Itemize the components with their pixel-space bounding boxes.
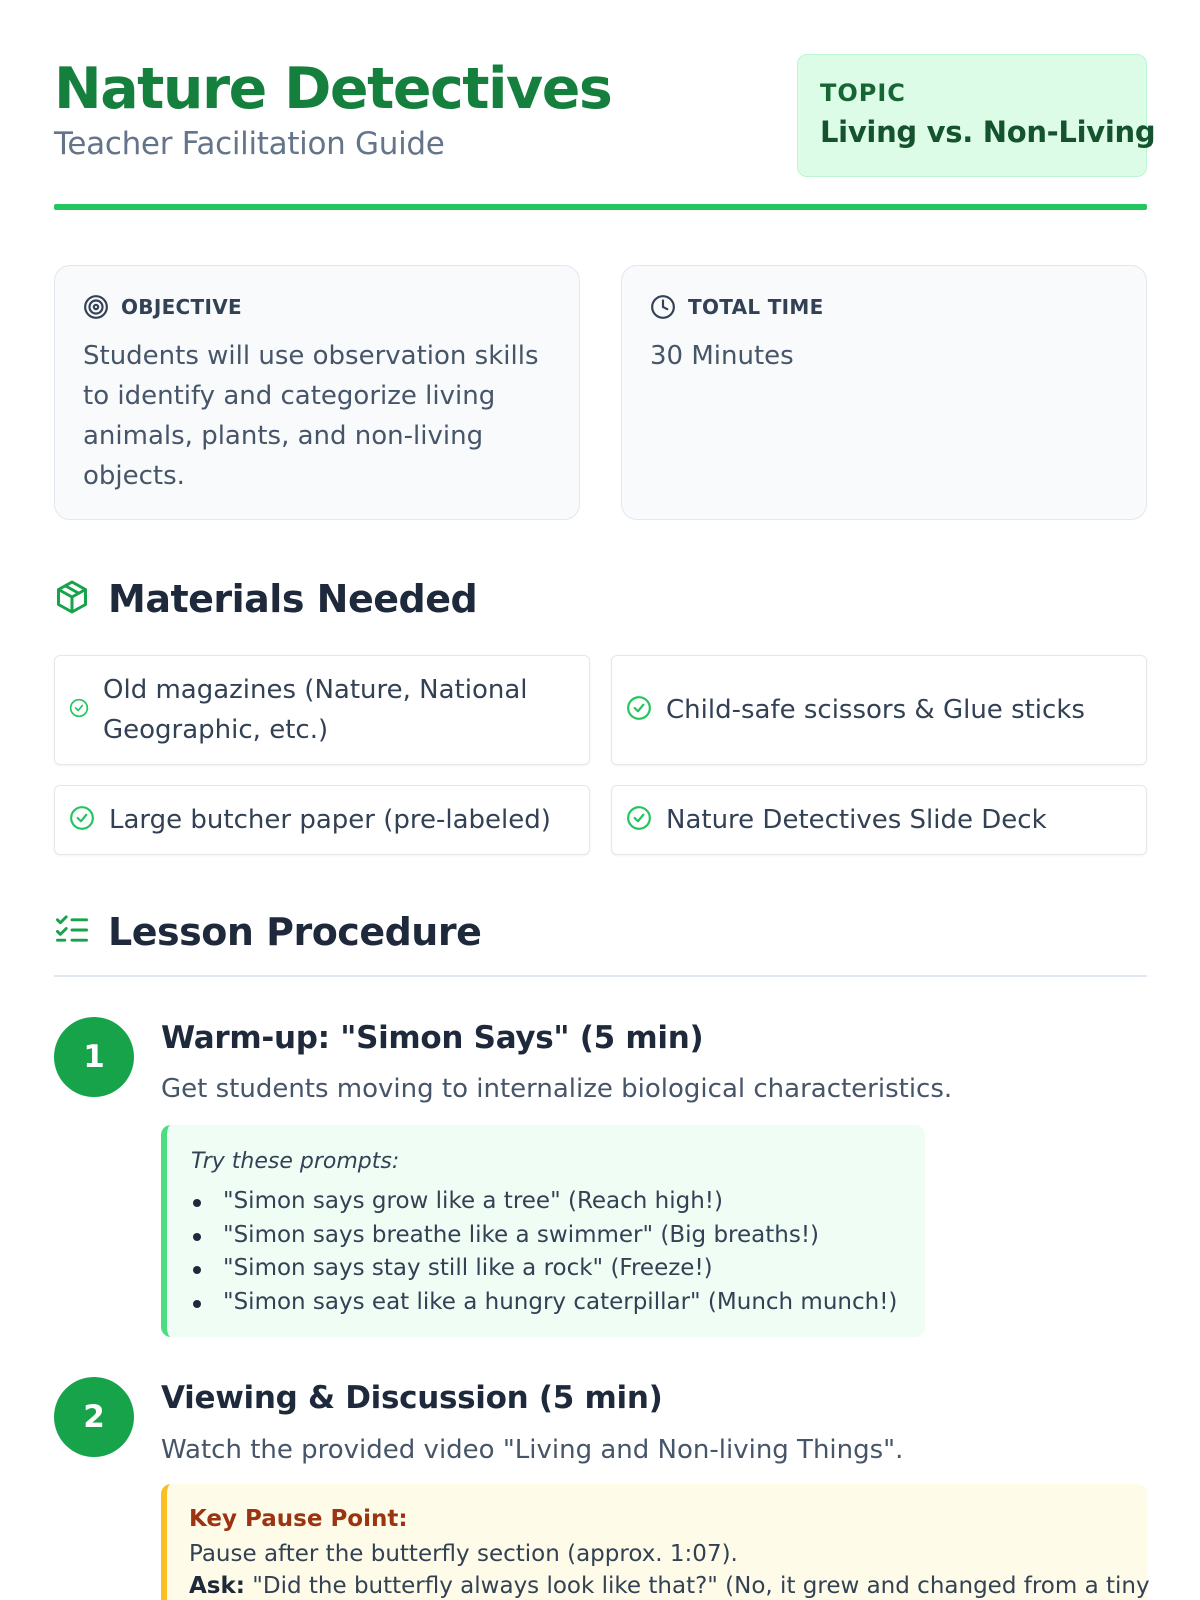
target-icon [83, 294, 109, 320]
objective-text: Students will use observation skills to identify and categorize living animals, plants, and non-living objects. [83, 341, 539, 491]
prompt-item: "Simon says eat like a hungry caterpillar" (Munch munch!) [191, 1286, 897, 1320]
page-title: Nature Detectives [54, 56, 612, 122]
total-time-card [621, 265, 1147, 520]
header-divider [54, 204, 1147, 210]
materials-title: Materials Needed [108, 577, 478, 621]
step-description: Get students moving to internalize biological characteristics. [161, 1074, 953, 1104]
topic-badge [797, 54, 1156, 177]
prompts-box [161, 1125, 925, 1337]
pause-title: Key Pause Point: [189, 1506, 408, 1532]
check-circle-icon [69, 805, 95, 835]
prompt-item: "Simon says grow like a tree" (Reach high!) [191, 1185, 897, 1219]
step-number-badge: 1 [54, 1017, 134, 1097]
pause-text: Pause after the butterfly section (approx. 1:07). [189, 1541, 738, 1567]
check-circle-icon [626, 805, 652, 835]
step-title: Viewing & Discussion (5 min) [161, 1380, 663, 1416]
total-time-label: TOTAL TIME [688, 295, 824, 319]
check-circle-icon [69, 698, 89, 722]
guide-page [54, 0, 1156, 1600]
page-subtitle: Teacher Facilitation Guide [54, 126, 445, 162]
ask-line [189, 1573, 1150, 1599]
material-item [54, 785, 590, 855]
objective-card [54, 265, 580, 520]
prompt-item: "Simon says stay still like a rock" (Freeze!) [191, 1252, 897, 1286]
step-title: Warm-up: "Simon Says" (5 min) [161, 1020, 704, 1056]
prompt-item: "Simon says breathe like a swimmer" (Big breaths!) [191, 1219, 897, 1253]
material-item [54, 655, 590, 765]
material-label: Child-safe scissors & Glue sticks [666, 695, 1085, 725]
procedure-title: Lesson Procedure [108, 910, 482, 954]
procedure-divider [54, 975, 1147, 977]
ask-text: "Did the butterfly always look like that?" (No, it grew and changed from a tiny [252, 1573, 1150, 1599]
materials-heading [54, 577, 477, 621]
material-item [611, 655, 1147, 765]
prompts-list [191, 1185, 897, 1319]
material-label: Large butcher paper (pre-labeled) [109, 805, 551, 835]
total-time-value: 30 Minutes [650, 341, 794, 371]
checklist-icon [54, 914, 90, 950]
clock-icon [650, 294, 676, 320]
check-circle-icon [626, 695, 652, 725]
material-label: Nature Detectives Slide Deck [666, 805, 1047, 835]
box-icon [54, 578, 90, 620]
objective-label: OBJECTIVE [121, 295, 242, 319]
prompts-title: Try these prompts: [191, 1149, 400, 1174]
topic-label: TOPIC [820, 79, 906, 107]
guide-header [54, 0, 1156, 212]
procedure-heading [54, 910, 481, 954]
material-item [611, 785, 1147, 855]
ask-label: Ask: [189, 1573, 245, 1599]
material-label: Old magazines (Nature, National Geographic, etc.) [103, 675, 528, 745]
step-number-badge: 2 [54, 1377, 134, 1457]
step-description: Watch the provided video "Living and Non-living Things". [161, 1435, 904, 1465]
key-pause-box [161, 1484, 1150, 1600]
topic-value: Living vs. Non-Living [820, 115, 1156, 149]
